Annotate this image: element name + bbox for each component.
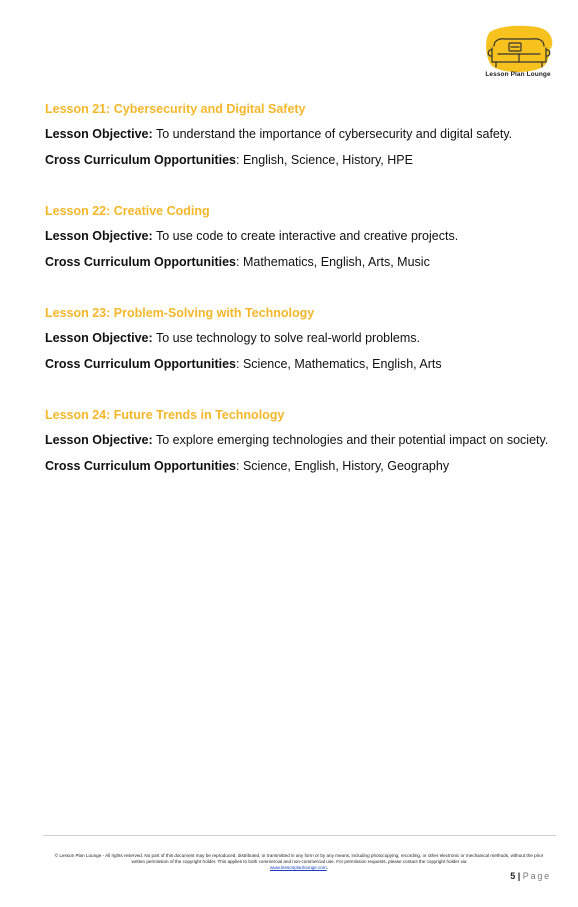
lesson-objective [45,432,565,448]
lesson-title: Lesson 24: Future Trends in Technology [45,408,285,422]
objective-text: To use code to create interactive and creative projects. [155,229,459,243]
objective-label: Lesson Objective: [45,433,153,447]
link-suffix: . [326,865,328,870]
page-separator: | [517,871,521,881]
cross-text: Science, Mathematics, English, Arts [242,357,442,371]
objective-text: To understand the importance of cybersecurity and digital safety. [155,127,513,141]
copyright-text: © Lesson Plan Lounge - All rights reserved. No part of this document may be reproduced, distributed, or transmitted in any form or by any means, including photocopying, recording, or other electronic or mechanical methods, without the prior written permission of the copyright holder. This applies to both commercial and non-commercial use. For permission requests, please contact the copyright holder via [54,853,544,864]
objective-text: To use technology to solve real-world problems. [155,331,420,345]
logo-text: Lesson Plan Lounge [485,71,551,78]
cross-label: Cross Curriculum Opportunities [45,459,236,473]
cross-label: Cross Curriculum Opportunities [45,255,236,269]
cross-label: Cross Curriculum Opportunities [45,153,236,167]
lesson-title: Lesson 22: Creative Coding [45,204,210,218]
objective-label: Lesson Objective: [45,331,153,345]
website-link[interactable]: www.lessonplanlounge.com [270,865,327,870]
cross-curriculum: Cross Curriculum Opportunities: Science, English, History, Geography [45,459,450,473]
cross-text: English, Science, History, HPE [242,153,413,167]
lesson-section-22 [45,203,565,270]
cross-text: Science, English, History, Geography [242,459,450,473]
page-number-value: 5 [510,871,516,881]
page-label: Page [522,871,551,881]
cross-curriculum: Cross Curriculum Opportunities: Mathematics, English, Arts, Music [45,255,430,269]
page-number [510,871,551,881]
lesson-objective [45,330,565,346]
cross-curriculum: Cross Curriculum Opportunities: English, Science, History, HPE [45,153,413,167]
lesson-section-23 [45,305,565,372]
cross-text: Mathematics, English, Arts, Music [242,255,430,269]
objective-label: Lesson Objective: [45,127,153,141]
lesson-section-21 [45,101,565,168]
lesson-section-24 [45,407,565,474]
lesson-objective [45,126,565,142]
objective-text: To explore emerging technologies and their potential impact on society. [155,433,549,447]
lesson-title: Lesson 21: Cybersecurity and Digital Safety [45,102,306,116]
footer-divider [43,835,556,836]
footer-copyright [48,853,550,871]
cross-curriculum: Cross Curriculum Opportunities: Science, Mathematics, English, Arts [45,357,442,371]
objective-label: Lesson Objective: [45,229,153,243]
cross-label: Cross Curriculum Opportunities [45,357,236,371]
lesson-objective [45,228,565,244]
lesson-title: Lesson 23: Problem-Solving with Technology [45,306,315,320]
